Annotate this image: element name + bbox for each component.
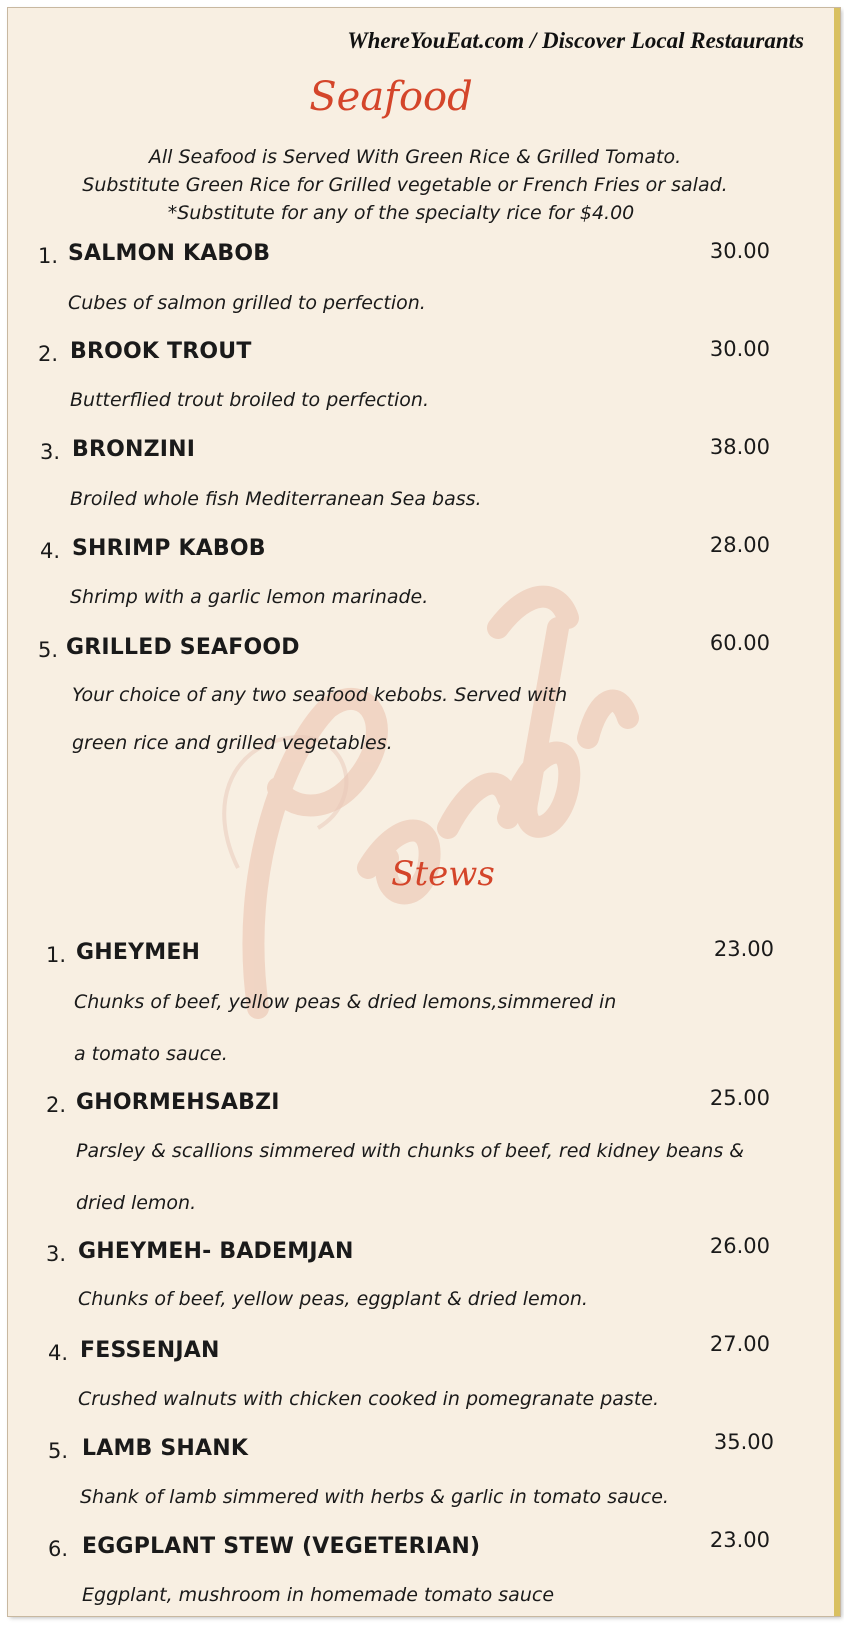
item-name: EGGPLANT STEW (VEGETERIAN) (82, 1534, 481, 1559)
item-number: 2. (46, 1093, 67, 1117)
item-description: Shank of lamb simmered with herbs & garlic in tomato sauce. (80, 1486, 669, 1508)
item-description: Parsley & scallions simmered with chunks of beef, red kidney beans & (76, 1140, 745, 1162)
site-header: WhereYouEat.com / Discover Local Restaurants (347, 28, 804, 53)
item-name: LAMB SHANK (82, 1436, 249, 1461)
item-number: 4. (48, 1341, 69, 1365)
item-description: Cubes of salmon grilled to perfection. (68, 292, 426, 314)
item-number: 2. (38, 342, 59, 366)
item-price: 38.00 (709, 435, 770, 459)
item-number: 5. (38, 638, 59, 662)
item-price: 60.00 (709, 631, 770, 655)
item-description: Eggplant, mushroom in homemade tomato sauce (82, 1584, 555, 1606)
item-price: 28.00 (709, 533, 770, 557)
item-price: 35.00 (713, 1430, 774, 1454)
item-description: dried lemon. (76, 1192, 197, 1214)
item-name: BROOK TROUT (70, 339, 252, 364)
item-number: 1. (46, 943, 67, 967)
item-description: green rice and grilled vegetables. (72, 732, 393, 754)
item-name: GRILLED SEAFOOD (66, 635, 300, 660)
seafood-intro-line: *Substitute for any of the specialty rice for $4.00 (167, 202, 635, 224)
item-description: Chunks of beef, yellow peas & dried lemons,simmered in (74, 991, 617, 1013)
item-price: 30.00 (709, 239, 770, 263)
item-name: SHRIMP KABOB (72, 536, 266, 561)
item-number: 4. (40, 539, 61, 563)
item-name: BRONZINI (72, 437, 196, 462)
item-price: 25.00 (709, 1086, 770, 1110)
item-description: Crushed walnuts with chicken cooked in pomegranate paste. (78, 1388, 660, 1410)
item-description: Chunks of beef, yellow peas, eggplant & dried lemon. (78, 1288, 588, 1310)
item-price: 23.00 (713, 937, 774, 961)
item-description: a tomato sauce. (74, 1043, 228, 1065)
item-description: Butterflied trout broiled to perfection. (70, 389, 430, 411)
section-title-stews: Stews (391, 854, 495, 894)
item-price: 30.00 (709, 337, 770, 361)
item-description: Your choice of any two seafood kebobs. Served with (72, 684, 568, 706)
seafood-intro-line: All Seafood is Served With Green Rice & Grilled Tomato. (148, 146, 682, 168)
item-price: 27.00 (709, 1332, 770, 1356)
section-title-seafood: Seafood (309, 74, 473, 120)
item-description: Broiled whole fish Mediterranean Sea bass. (70, 488, 482, 510)
item-price: 23.00 (709, 1528, 770, 1552)
item-price: 26.00 (709, 1234, 770, 1258)
item-number: 3. (40, 440, 61, 464)
item-name: GHORMEHSABZI (76, 1090, 280, 1115)
seafood-intro-line: Substitute Green Rice for Grilled vegetable or French Fries or salad. (82, 174, 728, 196)
item-name: SALMON KABOB (68, 241, 271, 266)
item-number: 3. (46, 1242, 67, 1266)
item-name: FESSENJAN (80, 1338, 220, 1363)
item-description: Shrimp with a garlic lemon marinade. (70, 586, 429, 608)
item-name: GHEYMEH (76, 940, 201, 965)
item-name: GHEYMEH- BADEMJAN (78, 1239, 354, 1264)
menu-page (8, 8, 840, 1616)
item-number: 1. (38, 244, 59, 268)
item-number: 5. (48, 1439, 69, 1463)
item-number: 6. (48, 1537, 69, 1561)
